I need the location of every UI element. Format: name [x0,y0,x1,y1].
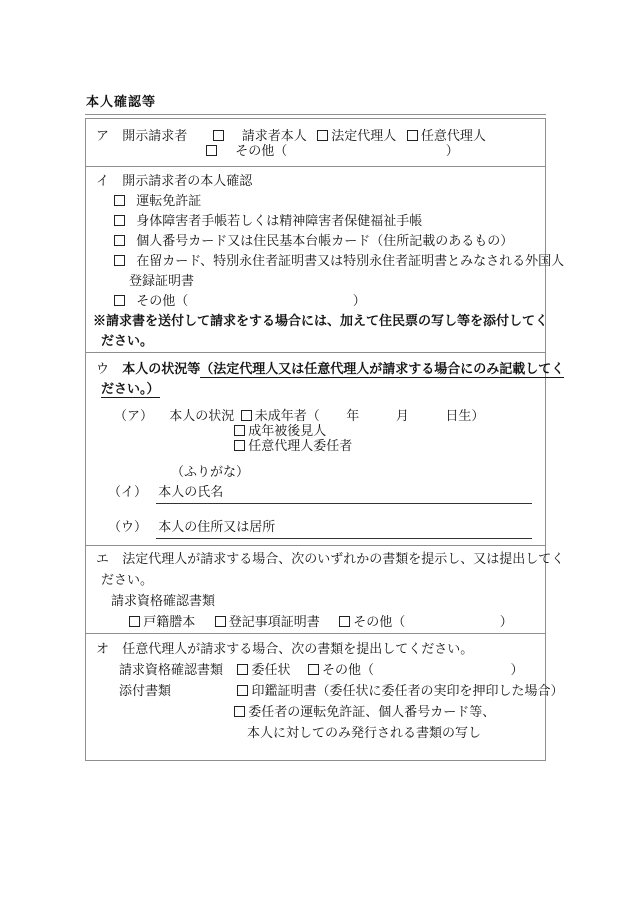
identity-verification-table [85,118,565,761]
section-o-code: オ [96,641,110,656]
option-residence-card-line2: 登録証明書 [129,273,195,288]
form-line [86,171,545,191]
option-drivers-license: 運転免許証 [136,193,202,208]
label-month: 月 [395,408,409,423]
option-touki-certificate: 登記事項証明書 [228,614,320,629]
form-line [86,517,545,539]
option-legal-representative: 法定代理人 [331,128,397,143]
principal-status-heading: 本人の状況等 [122,361,201,376]
checkbox-minor[interactable] [241,410,252,421]
option-disability-certificate: 身体障害者手帳若しくは精神障害者保健福祉手帳 [136,213,423,228]
form-content [85,91,565,761]
form-line [86,291,545,311]
form-line [86,659,545,680]
principal-status-heading-note-line2: ださい。） [101,381,160,396]
form-line [86,379,545,399]
form-line [86,611,545,632]
option-seal-certificate: 印鑑証明書（委任状に委任者の実印を押印した場合） [251,683,564,698]
option-delegator-id-copy-line2: 本人に対してのみ発行される書類の写し [247,725,482,740]
checkbox-touki-certificate[interactable] [215,616,226,627]
section-e-legal-rep-documents [86,545,565,633]
mail-request-note-line2: ださい。 [101,333,154,348]
form-line [86,680,564,701]
option-delegator-id-copy-line1: 委任者の運転免許証、個人番号カード等、 [248,704,496,719]
sub-item-i-code: （イ） [108,484,148,499]
option-voluntary-rep-other: その他（ [322,662,375,677]
field-principal-address-label: 本人の住所又は居所 [158,519,276,534]
form-line [86,211,545,231]
checkbox-legal-representative[interactable] [317,130,328,141]
option-identity-other: その他（ [136,293,189,308]
option-adult-ward: 成年被後見人 [248,423,327,438]
form-line [86,438,545,453]
form-line [86,701,545,722]
voluntary-rep-heading: 任意代理人が請求する場合、次の書類を提出してください。 [122,641,474,656]
section-i-identity-documents [86,166,565,352]
checkbox-requester-self[interactable] [213,130,224,141]
legal-rep-heading-line2: ださい。 [101,572,154,587]
legal-rep-heading-line1: 法定代理人が請求する場合、次のいずれかの書類を提示し、又は提出してく [122,551,565,566]
section-o-voluntary-rep-documents [86,633,564,760]
checkbox-disability-certificate[interactable] [114,215,125,226]
sub-item-u-code: （ウ） [108,519,148,534]
field-principal-address-line[interactable] [156,517,532,539]
form-line [86,482,545,504]
label-day-born: 日生） [445,408,485,423]
field-principal-name-label: 本人の氏名 [158,484,224,499]
voluntary-docs-label: 請求資格確認書類 [119,662,224,677]
option-voluntary-rep-other-close: ） [510,662,524,677]
option-mynumber-card: 個人番号カード又は住民基本台帳カード（住所記載のあるもの） [136,233,514,248]
form-line [86,359,565,379]
checkbox-legal-rep-other[interactable] [339,616,350,627]
option-voluntary-representative: 任意代理人 [420,128,486,143]
field-principal-name-line[interactable] [156,482,532,504]
option-legal-rep-other-close: ） [499,614,513,629]
checkbox-seal-certificate[interactable] [237,685,248,696]
form-line [86,638,545,659]
checkbox-requester-other[interactable] [206,145,217,156]
identity-check-heading: 開示請求者の本人確認 [122,173,253,188]
checkbox-voluntary-representative[interactable] [407,130,418,141]
form-line [86,548,565,569]
option-requester-other: その他（ [235,143,288,158]
option-power-of-attorney: 委任状 [251,662,291,677]
section-u-principal-status [86,352,565,545]
page-title: 本人確認等 [85,91,546,115]
checkbox-residence-card[interactable] [114,255,125,266]
checkbox-adult-ward[interactable] [234,425,245,436]
option-requester-self: 請求者本人 [241,128,307,143]
form-line [86,251,565,271]
section-u-code: ウ [96,361,110,376]
checkbox-power-of-attorney[interactable] [237,664,248,675]
checkbox-koseki-tohon[interactable] [129,616,140,627]
option-minor: 未成年者（ [254,408,320,423]
checkbox-drivers-license[interactable] [114,195,125,206]
form-line [86,271,545,291]
form-line [86,143,545,158]
label-year: 年 [346,408,360,423]
form-line [86,191,545,211]
mail-request-note-line1: ※請求書を送付して請求をする場合には、加えて住民票の写し等を添付してく [93,313,549,328]
checkbox-identity-other[interactable] [114,295,125,306]
checkbox-voluntary-delegator[interactable] [234,440,245,451]
option-requester-other-close: ） [445,143,459,158]
furigana-label: （ふりがな） [171,464,250,479]
checkbox-delegator-id-copy[interactable] [234,706,245,717]
section-e-code: エ [96,551,110,566]
qualification-docs-label: 請求資格確認書類 [111,593,216,608]
checkbox-mynumber-card[interactable] [114,235,125,246]
checkbox-voluntary-rep-other[interactable] [308,664,319,675]
option-koseki-tohon: 戸籍謄本 [143,614,196,629]
form-line [86,423,545,438]
principal-status-heading-note-line1: （法定代理人又は任意代理人が請求する場合にのみ記載してく [200,361,565,376]
form-line [86,231,545,251]
attachment-docs-label: 添付書類 [119,683,172,698]
sub-item-a-code: （ア） [114,408,154,423]
option-identity-other-close: ） [352,293,366,308]
option-voluntary-delegator: 任意代理人委任者 [248,438,353,453]
option-legal-rep-other: その他（ [353,614,406,629]
form-line [86,408,545,423]
section-a-code: ア [96,128,110,143]
section-a-disclosure-requester [86,119,545,166]
requester-label: 開示請求者 [122,128,188,143]
principal-status-label: 本人の状況 [169,408,235,423]
form-line [86,128,545,143]
option-residence-card-line1: 在留カード、特別永住者証明書又は特別永住者証明書とみなされる外国人 [136,253,565,268]
section-i-code: イ [96,173,110,188]
